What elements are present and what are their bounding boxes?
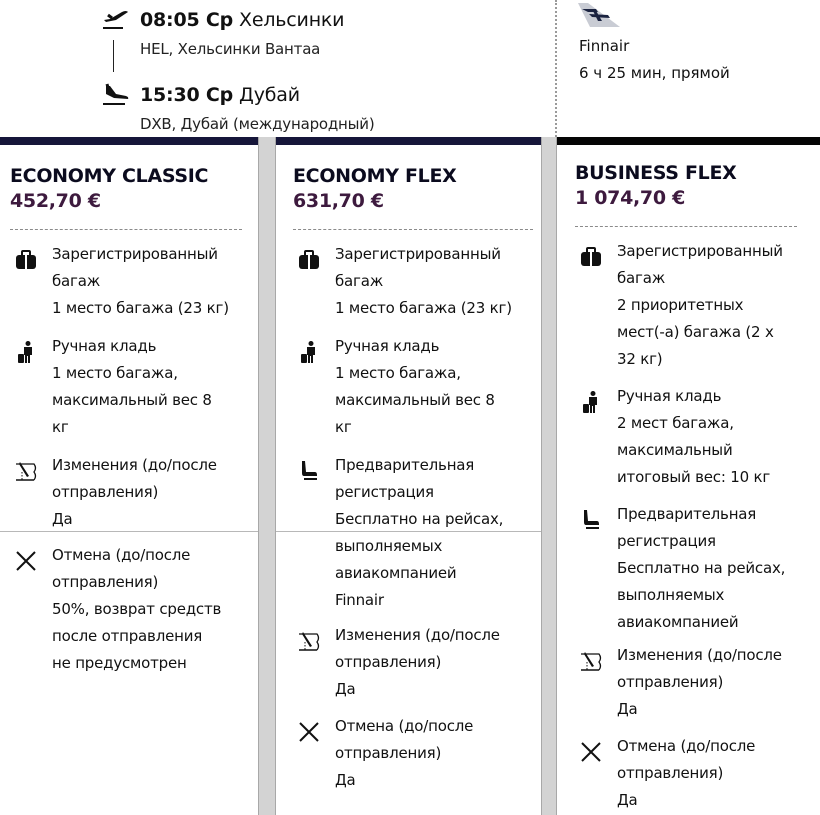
cross-icon: [297, 721, 321, 743]
landing-icon: [100, 82, 132, 108]
feature-title: отправления): [335, 653, 442, 671]
feature-title: Ручная кладь: [52, 337, 157, 355]
feature-title: регистрация: [617, 532, 716, 550]
finnair-tail-logo: [578, 3, 622, 29]
feature-title: багаж: [617, 269, 666, 287]
feature-value: не предусмотрен: [52, 654, 187, 672]
feature-value: после отправления: [52, 627, 203, 645]
suitcase-icon: [14, 249, 38, 271]
feature-value: Finnair: [335, 591, 384, 609]
feature-value: максимальный: [617, 441, 733, 459]
feature-title: багаж: [52, 272, 101, 290]
feature-value: Да: [617, 791, 638, 809]
fare-name: ECONOMY CLASSIC: [10, 165, 209, 187]
arrival-city: Дубай: [239, 84, 300, 106]
feature-value: 1 место багажа (23 кг): [335, 299, 512, 317]
fare-card-economy-classic[interactable]: [0, 145, 258, 815]
feature-title: Отмена (до/после: [617, 737, 756, 755]
feature-value: Да: [335, 680, 356, 698]
fare-name: BUSINESS FLEX: [575, 162, 737, 184]
feature-value: максимальный вес 8: [335, 391, 495, 409]
feature-title: Зарегистрированный: [52, 245, 218, 263]
feature-title: Изменения (до/после: [335, 626, 500, 644]
feature-value: 32 кг): [617, 350, 663, 368]
fare-price: 631,70 €: [293, 190, 384, 212]
feature-title: Отмена (до/после: [52, 546, 191, 564]
fare-name: ECONOMY FLEX: [293, 165, 457, 187]
person-with-bag-icon: [297, 341, 321, 363]
dashed-divider: [10, 229, 242, 230]
feature-value: 2 приоритетных: [617, 296, 744, 314]
feature-title: отправления): [617, 673, 724, 691]
edit-ticket-icon: [297, 630, 321, 652]
departure-city: Хельсинки: [239, 9, 345, 31]
feature-title: Отмена (до/после: [335, 717, 474, 735]
dashed-divider: [293, 229, 533, 230]
person-with-bag-icon: [14, 341, 38, 363]
feature-value: выполняемых: [617, 586, 725, 604]
feature-title: отправления): [335, 744, 442, 762]
feature-title: Ручная кладь: [335, 337, 440, 355]
feature-value: 2 мест багажа,: [617, 414, 734, 432]
feature-value: 50%, возврат средств: [52, 600, 222, 618]
edit-ticket-icon: [579, 650, 603, 672]
feature-value: итоговый вес: 10 кг: [617, 468, 771, 486]
feature-value: авиакомпанией: [335, 564, 457, 582]
business-top-bar: [557, 137, 820, 145]
feature-value: мест(-а) багажа (2 х: [617, 323, 774, 341]
arrival-airport: DXB, Дубай (международный): [140, 115, 375, 133]
feature-value: Бесплатно на рейсах,: [617, 559, 786, 577]
feature-value: кг: [52, 418, 69, 436]
edit-ticket-icon: [14, 460, 38, 482]
suitcase-icon: [579, 246, 603, 268]
dashed-divider: [575, 226, 797, 227]
feature-title: Ручная кладь: [617, 387, 722, 405]
seat-icon: [297, 460, 321, 482]
feature-value: выполняемых: [335, 537, 443, 555]
feature-title: отправления): [52, 483, 159, 501]
column-gutter-2: [541, 137, 557, 815]
departure-airport: HEL, Хельсинки Вантаа: [140, 40, 321, 58]
departure-time-text: 08:05 Ср: [140, 9, 234, 31]
feature-value: максимальный вес 8: [52, 391, 212, 409]
flight-duration: 6 ч 25 мин, прямой: [579, 64, 730, 82]
feature-title: Зарегистрированный: [617, 242, 783, 260]
column-gutter-1: [258, 137, 276, 815]
suitcase-icon: [297, 249, 321, 271]
airline-name: Finnair: [579, 37, 630, 55]
feature-value: Да: [335, 771, 356, 789]
feature-value: авиакомпанией: [617, 613, 739, 631]
header-divider: [555, 0, 557, 137]
takeoff-icon: [100, 6, 132, 32]
feature-value: 1 место багажа (23 кг): [52, 299, 229, 317]
fare-card-business-flex[interactable]: [565, 145, 820, 815]
departure-time: [140, 9, 344, 31]
feature-title: отправления): [52, 573, 159, 591]
fare-price: 1 074,70 €: [575, 187, 685, 209]
feature-title: отправления): [617, 764, 724, 782]
arrival-time: [140, 84, 300, 106]
feature-title: Изменения (до/после: [52, 456, 217, 474]
feature-value: 1 место багажа,: [52, 364, 178, 382]
feature-value: Да: [52, 510, 73, 528]
cross-icon: [14, 550, 38, 572]
feature-title: Предварительная: [617, 505, 757, 523]
fare-card-economy-flex[interactable]: [283, 145, 541, 815]
person-with-bag-icon: [579, 391, 603, 413]
feature-value: 1 место багажа,: [335, 364, 461, 382]
feature-value: Бесплатно на рейсах,: [335, 510, 504, 528]
feature-value: кг: [335, 418, 352, 436]
arrival-time-text: 15:30 Ср: [140, 84, 234, 106]
cross-icon: [579, 741, 603, 763]
feature-title: Зарегистрированный: [335, 245, 501, 263]
feature-title: Изменения (до/после: [617, 646, 782, 664]
feature-title: багаж: [335, 272, 384, 290]
seat-icon: [579, 509, 603, 531]
feature-value: Да: [617, 700, 638, 718]
fare-price: 452,70 €: [10, 190, 101, 212]
feature-title: регистрация: [335, 483, 434, 501]
feature-title: Предварительная: [335, 456, 475, 474]
route-connector-line: [113, 40, 114, 72]
